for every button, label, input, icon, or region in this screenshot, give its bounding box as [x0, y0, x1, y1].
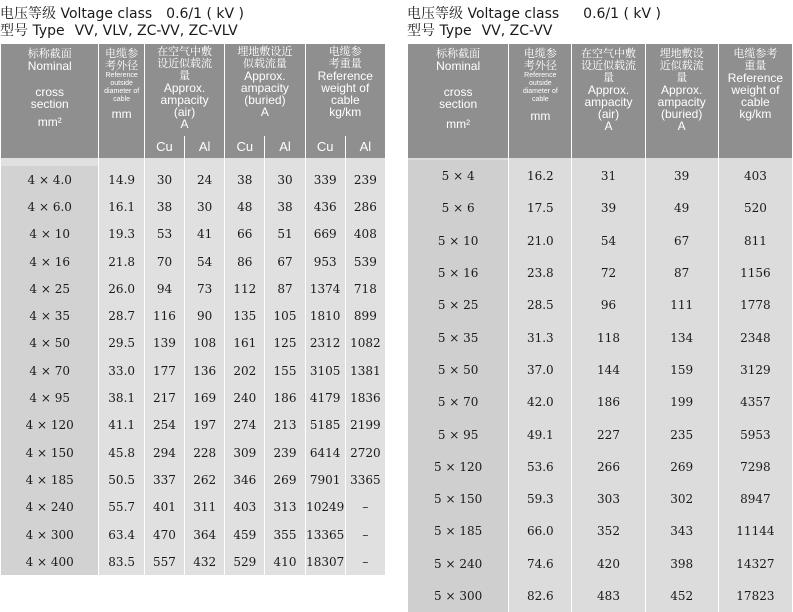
spacer-cell	[145, 158, 184, 166]
value-cell: 352	[572, 515, 644, 547]
header-section-unit: mm²	[37, 115, 62, 129]
header-nominal-section	[1, 44, 98, 158]
value-cell: 70	[145, 248, 184, 275]
value-cell: 1381	[346, 357, 385, 384]
table-row	[408, 289, 792, 321]
spacer-cell	[346, 158, 385, 166]
header-reference-weight	[306, 44, 385, 136]
value-cell: 29.5	[99, 330, 143, 357]
table-row	[1, 521, 385, 548]
header-weight-cn: 电缆参考重量	[733, 47, 778, 72]
value-cell: 10249	[306, 494, 345, 521]
cross-section-cell: 4 × 4.0	[1, 166, 98, 193]
cross-section-cell: 4 × 50	[1, 330, 98, 357]
value-cell: 11144	[719, 515, 792, 547]
table-row	[1, 193, 385, 220]
spacer-cell	[99, 158, 143, 166]
value-cell: 28.7	[99, 302, 143, 329]
cross-section-cell: 4 × 95	[1, 384, 98, 411]
value-cell: 24	[185, 166, 224, 193]
value-cell: 30	[265, 166, 304, 193]
cross-section-cell: 4 × 70	[1, 357, 98, 384]
value-cell: 19.3	[99, 221, 143, 248]
value-cell: 31	[572, 160, 644, 192]
value-cell: 186	[572, 386, 644, 418]
value-cell: 31.3	[509, 321, 571, 353]
value-cell: 177	[145, 357, 184, 384]
value-cell: 8947	[719, 483, 792, 515]
cross-section-cell: 5 × 185	[408, 515, 508, 547]
value-cell: 262	[185, 466, 224, 493]
value-cell: 118	[572, 321, 644, 353]
value-cell: 3129	[719, 354, 792, 386]
left-voltage-class	[0, 6, 386, 23]
table-row	[408, 418, 792, 450]
table-row	[408, 451, 792, 483]
table-row	[408, 225, 792, 257]
right-type-label: 型号 Type	[407, 23, 472, 39]
right-table-body	[408, 158, 792, 612]
cross-section-cell: 5 × 240	[408, 548, 508, 580]
header-buried-en: Approx. ampacity (buried)	[240, 69, 289, 107]
left-panel	[0, 0, 386, 575]
value-cell: 197	[185, 412, 224, 439]
value-cell: 73	[185, 275, 224, 302]
value-cell: 48	[225, 193, 264, 220]
right-type-value: VV, ZC-VV	[481, 23, 553, 39]
value-cell: –	[346, 521, 385, 548]
value-cell: 2199	[346, 412, 385, 439]
value-cell: 7901	[306, 466, 345, 493]
value-cell: 346	[225, 466, 264, 493]
header-section-en3: section	[30, 97, 69, 111]
table-row	[408, 483, 792, 515]
value-cell: 14.9	[99, 166, 143, 193]
value-cell: 420	[572, 548, 644, 580]
right-cable-type	[407, 23, 793, 40]
value-cell: 274	[225, 412, 264, 439]
header-weight-cn: 电缆参考重量	[328, 45, 362, 70]
value-cell: 105	[265, 302, 304, 329]
table-row	[408, 386, 792, 418]
table-row	[408, 257, 792, 289]
table-row	[1, 248, 385, 275]
header-buried-unit: A	[260, 105, 269, 119]
header-section-en1: Nominal	[436, 59, 481, 73]
value-cell: 16.2	[509, 160, 571, 192]
value-cell: 54	[185, 248, 224, 275]
value-cell: 87	[646, 257, 718, 289]
value-cell: 436	[306, 193, 345, 220]
header-diam-unit: mm	[111, 107, 132, 121]
left-table-body	[1, 158, 385, 575]
value-cell: 311	[185, 494, 224, 521]
value-cell: –	[346, 494, 385, 521]
value-cell: 1156	[719, 257, 792, 289]
value-cell: 217	[145, 384, 184, 411]
value-cell: 410	[265, 548, 304, 575]
cross-section-cell: 5 × 25	[408, 289, 508, 321]
value-cell: 42.0	[509, 386, 571, 418]
left-spec-table	[0, 44, 386, 575]
left-voltage-value: 0.6/1 ( kV )	[166, 6, 245, 22]
header-diam-cn: 电缆参考外径	[105, 47, 139, 72]
value-cell: 63.4	[99, 521, 143, 548]
header-diam-en: Reference outside diameter of cable	[522, 72, 558, 103]
value-cell: 2720	[346, 439, 385, 466]
header-section-unit: mm²	[446, 117, 471, 131]
cross-section-cell: 5 × 16	[408, 257, 508, 289]
header-diam-en: Reference outside diameter of cable	[104, 72, 140, 103]
header-diam-cn: 电缆参考外径	[523, 47, 557, 72]
value-cell: 51	[265, 221, 304, 248]
value-cell: 239	[346, 166, 385, 193]
value-cell: 303	[572, 483, 644, 515]
value-cell: 520	[719, 192, 792, 224]
value-cell: 398	[646, 548, 718, 580]
value-cell: 53	[145, 221, 184, 248]
header-air-unit: A	[604, 119, 613, 133]
cross-section-cell: 4 × 150	[1, 439, 98, 466]
value-cell: 1836	[346, 384, 385, 411]
table-row	[408, 548, 792, 580]
value-cell: 45.8	[99, 439, 143, 466]
value-cell: –	[346, 548, 385, 575]
value-cell: 41.1	[99, 412, 143, 439]
cross-section-cell: 4 × 400	[1, 548, 98, 575]
right-voltage-class	[407, 6, 793, 23]
header-ampacity-air	[572, 44, 644, 158]
cross-section-cell: 5 × 95	[408, 418, 508, 450]
value-cell: 139	[145, 330, 184, 357]
value-cell: 30	[185, 193, 224, 220]
value-cell: 4357	[719, 386, 792, 418]
value-cell: 669	[306, 221, 345, 248]
value-cell: 2312	[306, 330, 345, 357]
table-row	[1, 439, 385, 466]
header-air-en: Approx. ampacity (air)	[160, 81, 209, 119]
value-cell: 1082	[346, 330, 385, 357]
value-cell: 4179	[306, 384, 345, 411]
table-row	[408, 160, 792, 192]
cross-section-cell: 5 × 120	[408, 451, 508, 483]
header-section-en1: Nominal	[27, 59, 72, 73]
value-cell: 339	[306, 166, 345, 193]
header-air-cu: Cu	[145, 136, 184, 158]
value-cell: 72	[572, 257, 644, 289]
value-cell: 136	[185, 357, 224, 384]
value-cell: 7298	[719, 451, 792, 483]
value-cell: 364	[185, 521, 224, 548]
header-ampacity-buried	[225, 44, 304, 136]
value-cell: 2348	[719, 321, 792, 353]
spacer-cell	[306, 158, 345, 166]
value-cell: 54	[572, 225, 644, 257]
table-row	[408, 321, 792, 353]
header-outside-diameter	[509, 44, 571, 158]
value-cell: 286	[346, 193, 385, 220]
header-buried-unit: A	[677, 119, 686, 133]
value-cell: 302	[646, 483, 718, 515]
value-cell: 94	[145, 275, 184, 302]
header-weight-al: Al	[346, 136, 385, 158]
value-cell: 899	[346, 302, 385, 329]
value-cell: 239	[265, 439, 304, 466]
table-row	[1, 357, 385, 384]
value-cell: 403	[719, 160, 792, 192]
cross-section-cell: 4 × 6.0	[1, 193, 98, 220]
value-cell: 159	[646, 354, 718, 386]
table-row	[408, 192, 792, 224]
value-cell: 38	[145, 193, 184, 220]
value-cell: 125	[265, 330, 304, 357]
value-cell: 718	[346, 275, 385, 302]
value-cell: 16.1	[99, 193, 143, 220]
left-cable-type	[0, 23, 386, 40]
value-cell: 41	[185, 221, 224, 248]
value-cell: 539	[346, 248, 385, 275]
table-row	[1, 330, 385, 357]
header-air-al: Al	[185, 136, 224, 158]
left-voltage-label: 电压等级 Voltage class	[0, 6, 153, 22]
cross-section-cell: 4 × 240	[1, 494, 98, 521]
table-row	[1, 221, 385, 248]
value-cell: 13365	[306, 521, 345, 548]
header-air-cn: 在空气中敷设近似载流量	[581, 47, 636, 84]
value-cell: 5953	[719, 418, 792, 450]
value-cell: 483	[572, 580, 644, 612]
cross-section-cell: 4 × 120	[1, 412, 98, 439]
header-weight-cu: Cu	[306, 136, 345, 158]
value-cell: 6414	[306, 439, 345, 466]
value-cell: 313	[265, 494, 304, 521]
header-ampacity-buried	[646, 44, 718, 158]
table-row	[408, 354, 792, 386]
value-cell: 557	[145, 548, 184, 575]
header-weight-unit: kg/km	[739, 107, 772, 121]
header-air-en: Approx. ampacity (air)	[584, 83, 633, 121]
value-cell: 144	[572, 354, 644, 386]
value-cell: 67	[646, 225, 718, 257]
value-cell: 21.0	[509, 225, 571, 257]
header-outside-diameter	[99, 44, 143, 158]
cross-section-cell: 5 × 35	[408, 321, 508, 353]
value-cell: 49	[646, 192, 718, 224]
value-cell: 228	[185, 439, 224, 466]
value-cell: 90	[185, 302, 224, 329]
value-cell: 21.8	[99, 248, 143, 275]
cross-section-cell: 5 × 6	[408, 192, 508, 224]
value-cell: 23.8	[509, 257, 571, 289]
value-cell: 227	[572, 418, 644, 450]
value-cell: 96	[572, 289, 644, 321]
value-cell: 38.1	[99, 384, 143, 411]
table-row	[1, 412, 385, 439]
value-cell: 18307	[306, 548, 345, 575]
value-cell: 811	[719, 225, 792, 257]
value-cell: 3105	[306, 357, 345, 384]
header-section-en3: section	[439, 97, 478, 111]
value-cell: 111	[646, 289, 718, 321]
value-cell: 235	[646, 418, 718, 450]
header-buried-en: Approx. ampacity (buried)	[657, 83, 706, 121]
cross-section-cell: 5 × 10	[408, 225, 508, 257]
header-section-en2: cross	[443, 85, 473, 99]
value-cell: 50.5	[99, 466, 143, 493]
header-section-en2: cross	[35, 85, 65, 99]
value-cell: 953	[306, 248, 345, 275]
table-row	[1, 275, 385, 302]
value-cell: 49.1	[509, 418, 571, 450]
value-cell: 269	[646, 451, 718, 483]
value-cell: 38	[225, 166, 264, 193]
table-row	[1, 302, 385, 329]
value-cell: 309	[225, 439, 264, 466]
value-cell: 529	[225, 548, 264, 575]
value-cell: 337	[145, 466, 184, 493]
value-cell: 169	[185, 384, 224, 411]
value-cell: 186	[265, 384, 304, 411]
left-type-label: 型号 Type	[0, 23, 65, 39]
cross-section-cell: 4 × 35	[1, 302, 98, 329]
value-cell: 459	[225, 521, 264, 548]
value-cell: 37.0	[509, 354, 571, 386]
value-cell: 14327	[719, 548, 792, 580]
value-cell: 266	[572, 451, 644, 483]
value-cell: 30	[145, 166, 184, 193]
spacer-cell	[225, 158, 264, 166]
header-air-unit: A	[180, 117, 189, 131]
spacer-cell	[265, 158, 304, 166]
value-cell: 66.0	[509, 515, 571, 547]
header-section-cn: 标称截面	[27, 47, 72, 60]
value-cell: 1778	[719, 289, 792, 321]
cross-section-cell: 5 × 70	[408, 386, 508, 418]
cross-section-cell: 4 × 300	[1, 521, 98, 548]
header-buried-al: Al	[265, 136, 304, 158]
cross-section-cell: 4 × 185	[1, 466, 98, 493]
cross-section-cell: 4 × 25	[1, 275, 98, 302]
right-voltage-value: 0.6/1 ( kV )	[583, 6, 662, 22]
value-cell: 3365	[346, 466, 385, 493]
value-cell: 240	[225, 384, 264, 411]
value-cell: 134	[646, 321, 718, 353]
value-cell: 59.3	[509, 483, 571, 515]
value-cell: 39	[646, 160, 718, 192]
value-cell: 67	[265, 248, 304, 275]
value-cell: 135	[225, 302, 264, 329]
value-cell: 74.6	[509, 548, 571, 580]
right-panel	[407, 0, 793, 612]
table-row	[1, 548, 385, 575]
value-cell: 108	[185, 330, 224, 357]
header-weight-en: Reference weight of cable	[317, 69, 373, 107]
header-buried-cn: 埋地敷设近似载流量	[659, 47, 704, 84]
value-cell: 55.7	[99, 494, 143, 521]
cross-section-cell: 5 × 4	[408, 160, 508, 192]
value-cell: 28.5	[509, 289, 571, 321]
value-cell: 403	[225, 494, 264, 521]
value-cell: 83.5	[99, 548, 143, 575]
value-cell: 5185	[306, 412, 345, 439]
value-cell: 470	[145, 521, 184, 548]
value-cell: 202	[225, 357, 264, 384]
right-spec-table	[407, 44, 793, 612]
value-cell: 199	[646, 386, 718, 418]
table-row	[1, 494, 385, 521]
value-cell: 17823	[719, 580, 792, 612]
header-section-cn: 标称截面	[436, 47, 481, 60]
left-type-value: VV, VLV, ZC-VV, ZC-VLV	[74, 23, 238, 39]
value-cell: 269	[265, 466, 304, 493]
value-cell: 26.0	[99, 275, 143, 302]
value-cell: 116	[145, 302, 184, 329]
value-cell: 343	[646, 515, 718, 547]
value-cell: 355	[265, 521, 304, 548]
header-ampacity-air	[145, 44, 224, 136]
header-diam-unit: mm	[530, 109, 551, 123]
value-cell: 1374	[306, 275, 345, 302]
cross-section-cell: 4 × 10	[1, 221, 98, 248]
value-cell: 66	[225, 221, 264, 248]
header-weight-en: Reference weight of cable	[727, 71, 784, 109]
value-cell: 161	[225, 330, 264, 357]
value-cell: 155	[265, 357, 304, 384]
cross-section-cell: 4 × 16	[1, 248, 98, 275]
table-row	[408, 580, 792, 612]
value-cell: 452	[646, 580, 718, 612]
table-row	[1, 466, 385, 493]
value-cell: 1810	[306, 302, 345, 329]
table-row	[1, 166, 385, 193]
cross-section-cell: 5 × 150	[408, 483, 508, 515]
value-cell: 82.6	[509, 580, 571, 612]
table-row	[1, 384, 385, 411]
value-cell: 87	[265, 275, 304, 302]
value-cell: 112	[225, 275, 264, 302]
cross-section-cell: 5 × 300	[408, 580, 508, 612]
spacer-cell	[185, 158, 224, 166]
value-cell: 38	[265, 193, 304, 220]
right-voltage-label: 电压等级 Voltage class	[407, 6, 560, 22]
value-cell: 86	[225, 248, 264, 275]
spacer-cell	[1, 158, 98, 166]
value-cell: 39	[572, 192, 644, 224]
value-cell: 53.6	[509, 451, 571, 483]
value-cell: 432	[185, 548, 224, 575]
value-cell: 401	[145, 494, 184, 521]
value-cell: 294	[145, 439, 184, 466]
value-cell: 33.0	[99, 357, 143, 384]
header-buried-cn: 埋地敷设近似载流量	[237, 45, 293, 70]
header-weight-unit: kg/km	[329, 105, 362, 119]
header-nominal-section	[408, 44, 508, 158]
value-cell: 408	[346, 221, 385, 248]
value-cell: 213	[265, 412, 304, 439]
value-cell: 254	[145, 412, 184, 439]
value-cell: 17.5	[509, 192, 571, 224]
cross-section-cell: 5 × 50	[408, 354, 508, 386]
header-buried-cu: Cu	[225, 136, 264, 158]
header-air-cn: 在空气中敷设近似载流量	[157, 45, 213, 82]
table-row	[408, 515, 792, 547]
header-reference-weight	[719, 44, 792, 158]
